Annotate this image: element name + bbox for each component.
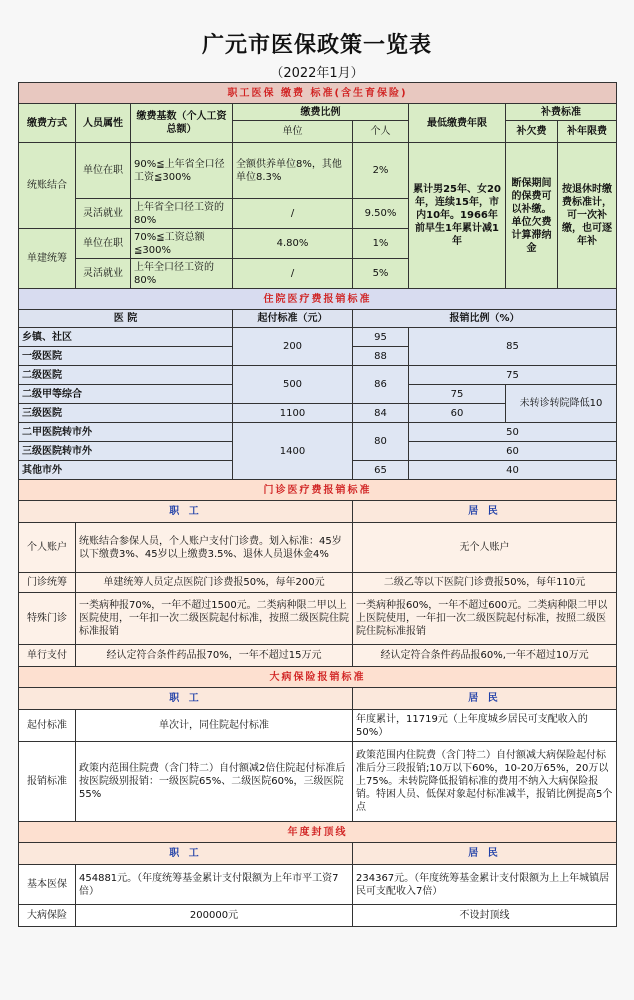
ratio-cell: 80 bbox=[353, 423, 409, 461]
ratio-cell: 84 bbox=[353, 404, 409, 423]
worker-cell: 一类病种报70%，一年不超过1500元。二类病种限二甲以上医院使用，一年扣一次二级医院起付标准，按照二级医院住院标准报销 bbox=[76, 593, 353, 645]
ratio-cell: 86 bbox=[353, 366, 409, 404]
row-label: 单行支付 bbox=[19, 645, 76, 667]
personal-cell: 9.50% bbox=[353, 199, 409, 229]
hospital-name: 三级医院 bbox=[19, 404, 233, 423]
threshold-cell: 1100 bbox=[233, 404, 353, 423]
ratio-cell: 75 bbox=[409, 385, 506, 404]
ratio-cell: 65 bbox=[353, 461, 409, 480]
row-label: 个人账户 bbox=[19, 523, 76, 573]
ratio-cell: 85 bbox=[409, 328, 617, 366]
method-cell: 统账结合 bbox=[19, 143, 76, 229]
row-label: 门诊统筹 bbox=[19, 573, 76, 593]
threshold-cell: 500 bbox=[233, 366, 353, 404]
hospital-name: 二甲医院转市外 bbox=[19, 423, 233, 442]
unit-cell: / bbox=[233, 259, 353, 289]
resident-cell: 234367元。（年度统筹基金累计支付限额为上上年城镇居民可支配收入7倍） bbox=[353, 865, 617, 905]
ratio-cell: 88 bbox=[353, 347, 409, 366]
header-years-fee: 补年限费 bbox=[558, 121, 617, 143]
unit-cell: 4.80% bbox=[233, 229, 353, 259]
header-unit: 单位 bbox=[233, 121, 353, 143]
section-title-outpatient: 门诊医疗费报销标准 bbox=[19, 480, 617, 501]
row-label: 大病保险 bbox=[19, 905, 76, 927]
worker-cell: 454881元。（年度统筹基金累计支付限额为上年市平工资7倍） bbox=[76, 865, 353, 905]
row-label: 报销标准 bbox=[19, 742, 76, 822]
personal-cell: 2% bbox=[353, 143, 409, 199]
transfer-note: 未转诊转院降低10 bbox=[506, 385, 617, 423]
method-cell: 单建统筹 bbox=[19, 229, 76, 289]
ratio-cell: 60 bbox=[409, 442, 617, 461]
section-title-inpatient: 住院医疗费报销标准 bbox=[19, 289, 617, 310]
header-worker: 职 工 bbox=[19, 501, 353, 523]
resident-cell: 无个人账户 bbox=[353, 523, 617, 573]
header-resident: 居 民 bbox=[353, 688, 617, 710]
personal-cell: 1% bbox=[353, 229, 409, 259]
header-personal: 个人 bbox=[353, 121, 409, 143]
hospital-name: 三级医院转市外 bbox=[19, 442, 233, 461]
row-label: 特殊门诊 bbox=[19, 593, 76, 645]
worker-cell: 统账结合参保人员，个人账户支付门诊费。划入标准：45岁以下缴费3%、45岁以上缴费3.5%、退休人员退休金4% bbox=[76, 523, 353, 573]
unit-cell: 全额供养单位8%，其他单位8.3% bbox=[233, 143, 353, 199]
ratio-cell: 40 bbox=[409, 461, 617, 480]
threshold-cell: 200 bbox=[233, 328, 353, 366]
resident-cell: 政策范围内住院费（含门特二）自付额减大病保险起付标准后分三段报销;10万以下60%，10-20万65%，20万以上75%。未转院降低报销标准的费用不纳入大病保险报销。特困人员、低保对象起付标准减半，报销比例提高5个点 bbox=[353, 742, 617, 822]
min-years-cell: 累计男25年、女20年，连续15年，市内10年。1966年前早生1年累计减1年 bbox=[409, 143, 506, 289]
years-fee-cell: 按退休时缴费标准计，可一次补缴，也可逐年补 bbox=[558, 143, 617, 289]
worker-cell: 单次计，同住院起付标准 bbox=[76, 710, 353, 742]
header-base: 缴费基数（个人工资总额） bbox=[131, 104, 233, 143]
hospital-name: 乡镇、社区 bbox=[19, 328, 233, 347]
hospital-name: 其他市外 bbox=[19, 461, 233, 480]
section-title-contribution: 职工医保 缴费 标准(含生育保险) bbox=[19, 83, 617, 104]
ratio-cell: 95 bbox=[353, 328, 409, 347]
row-label: 基本医保 bbox=[19, 865, 76, 905]
base-cell: 上年省全口径工资的80% bbox=[131, 199, 233, 229]
header-attr: 人员属性 bbox=[76, 104, 131, 143]
section-title-critical-illness: 大病保险报销标准 bbox=[19, 667, 617, 688]
header-worker: 职 工 bbox=[19, 688, 353, 710]
header-threshold: 起付标准（元） bbox=[233, 310, 353, 328]
ratio-cell: 75 bbox=[409, 366, 617, 385]
attr-cell: 灵活就业 bbox=[76, 199, 131, 229]
ratio-cell: 50 bbox=[409, 423, 617, 442]
header-ratio: 缴费比例 bbox=[233, 104, 409, 121]
base-cell: 90%≦上年省全口径工资≦300% bbox=[131, 143, 233, 199]
resident-cell: 一类病种报60%，一年不超过600元。二类病种限二甲以上医院使用，一年扣一次二级医院起付标准，按照二级医院住院标准报销 bbox=[353, 593, 617, 645]
attr-cell: 单位在职 bbox=[76, 229, 131, 259]
header-supp: 补费标准 bbox=[506, 104, 617, 121]
hospital-name: 一级医院 bbox=[19, 347, 233, 366]
arrears-cell: 断保期间的保费可以补缴。单位欠费计算滞纳金 bbox=[506, 143, 558, 289]
attr-cell: 灵活就业 bbox=[76, 259, 131, 289]
header-worker: 职 工 bbox=[19, 843, 353, 865]
threshold-cell: 1400 bbox=[233, 423, 353, 480]
header-hospital: 医 院 bbox=[19, 310, 233, 328]
policy-table bbox=[18, 82, 617, 927]
resident-cell: 年度累计，11719元（上年度城乡居民可支配收入的50%） bbox=[353, 710, 617, 742]
header-reimburse-ratio: 报销比例（%） bbox=[353, 310, 617, 328]
attr-cell: 单位在职 bbox=[76, 143, 131, 199]
header-min-years: 最低缴费年限 bbox=[409, 104, 506, 143]
worker-cell: 政策内范围住院费（含门特二）自付额减2倍住院起付标准后按医院级别报销：一级医院65%、二级医院60%，三级医院55% bbox=[76, 742, 353, 822]
base-cell: 70%≦工资总额≦300% bbox=[131, 229, 233, 259]
unit-cell: / bbox=[233, 199, 353, 229]
resident-cell: 不设封顶线 bbox=[353, 905, 617, 927]
header-resident: 居 民 bbox=[353, 843, 617, 865]
worker-cell: 单建统筹人员定点医院门诊费报50%，每年200元 bbox=[76, 573, 353, 593]
header-resident: 居 民 bbox=[353, 501, 617, 523]
worker-cell: 经认定符合条件药品报70%，一年不超过15万元 bbox=[76, 645, 353, 667]
section-title-annual-cap: 年度封顶线 bbox=[19, 822, 617, 843]
page-subtitle: （2022年1月） bbox=[270, 66, 364, 81]
resident-cell: 经认定符合条件药品报60%,一年不超过10万元 bbox=[353, 645, 617, 667]
personal-cell: 5% bbox=[353, 259, 409, 289]
ratio-cell: 60 bbox=[409, 404, 506, 423]
resident-cell: 二级乙等以下医院门诊费报50%，每年110元 bbox=[353, 573, 617, 593]
row-label: 起付标准 bbox=[19, 710, 76, 742]
base-cell: 上年全口径工资的80% bbox=[131, 259, 233, 289]
hospital-name: 二级医院 bbox=[19, 366, 233, 385]
worker-cell: 200000元 bbox=[76, 905, 353, 927]
header-arrears: 补欠费 bbox=[506, 121, 558, 143]
page-title: 广元市医保政策一览表 bbox=[201, 33, 432, 58]
header-method: 缴费方式 bbox=[19, 104, 76, 143]
hospital-name: 二级甲等综合 bbox=[19, 385, 233, 404]
